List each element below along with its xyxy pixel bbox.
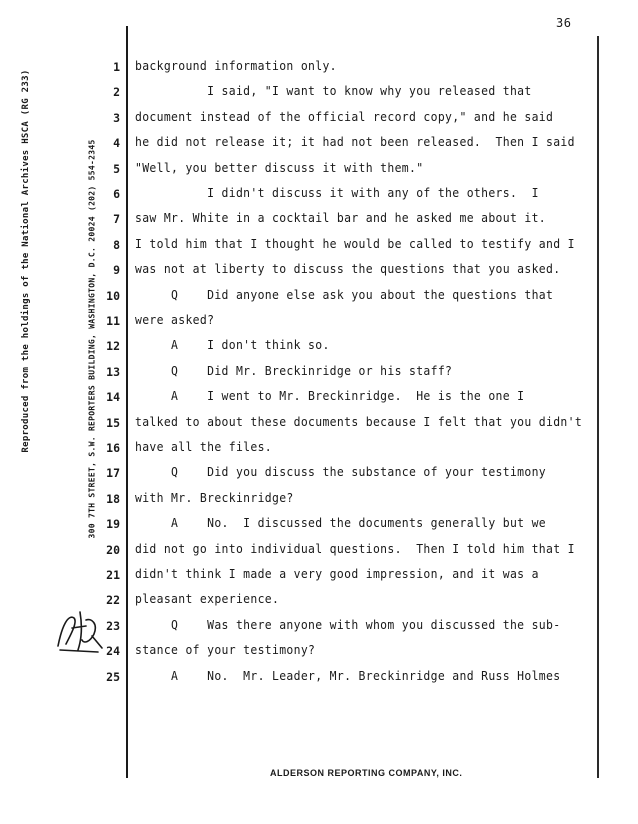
line-number: 10 <box>106 288 120 303</box>
line-number: 5 <box>113 161 120 176</box>
line-text: Q Did Mr. Breckinridge or his staff? <box>135 363 453 378</box>
line-number: 23 <box>106 618 120 633</box>
line-text: with Mr. Breckinridge? <box>135 490 294 505</box>
line-number: 6 <box>113 187 120 201</box>
transcript-line <box>0 310 638 334</box>
transcript-line <box>0 564 638 588</box>
line-number: 4 <box>113 136 120 151</box>
line-number: 19 <box>106 517 120 532</box>
line-text: he did not release it; it had not been released. Then I said <box>135 135 575 150</box>
line-number: 11 <box>106 314 120 328</box>
line-number: 9 <box>113 263 120 278</box>
transcript-line <box>0 640 638 664</box>
transcript-line <box>0 488 638 512</box>
line-number: 17 <box>106 466 120 481</box>
transcript-line <box>0 158 638 182</box>
line-number: 8 <box>113 237 120 252</box>
line-number: 15 <box>106 415 120 430</box>
transcript-line <box>0 335 638 359</box>
line-text: background information only. <box>135 59 337 73</box>
transcript-line <box>0 259 638 283</box>
transcript-line <box>0 462 638 486</box>
line-number: 16 <box>106 441 120 455</box>
transcript-line <box>0 132 638 156</box>
line-number: 3 <box>113 110 120 125</box>
line-text: Q Did anyone else ask you about the questions that <box>135 287 554 302</box>
transcript-line <box>0 107 638 131</box>
line-text: stance of your testimony? <box>135 643 316 658</box>
line-text: document instead of the official record copy," and he said <box>135 109 554 124</box>
line-number: 25 <box>106 669 120 684</box>
archives-provenance-note: Reproduced from the holdings of the National Archives HSCA (RG 233) <box>21 69 31 453</box>
transcript-line <box>0 615 638 639</box>
transcript-line <box>0 386 638 410</box>
line-number: 18 <box>106 491 120 506</box>
line-number: 21 <box>106 568 120 582</box>
reporter-address-note: 300 7TH STREET, S.W. REPORTERS BUILDING, WASHINGTON, D.C. 20024 (202) 554-2345 <box>87 139 97 539</box>
line-number: 1 <box>113 60 120 74</box>
transcript-line <box>0 589 638 613</box>
transcript-line <box>0 539 638 563</box>
line-text: did not go into individual questions. Then I told him that I <box>135 541 575 556</box>
page-number: 36 <box>556 16 572 30</box>
line-text: talked to about these documents because I felt that you didn't <box>135 414 583 429</box>
line-number: 20 <box>106 542 120 557</box>
transcript-line <box>0 81 638 105</box>
transcript-line <box>0 234 638 258</box>
line-text: saw Mr. White in a cocktail bar and he asked me about it. <box>135 211 547 226</box>
line-number: 14 <box>106 390 120 405</box>
line-text: pleasant experience. <box>135 592 280 607</box>
line-number: 13 <box>106 364 120 379</box>
line-number: 22 <box>106 593 120 608</box>
transcript-line <box>0 666 638 690</box>
line-number: 7 <box>113 212 120 227</box>
line-text: didn't think I made a very good impression, and it was a <box>135 567 539 581</box>
line-text: A No. Mr. Leader, Mr. Breckinridge and Russ Holmes <box>135 668 561 683</box>
line-text: I told him that I thought he would be called to testify and I <box>135 236 575 251</box>
line-text: A No. I discussed the documents generally but we <box>135 516 547 531</box>
line-text: A I went to Mr. Breckinridge. He is the one I <box>135 389 525 404</box>
transcript-line <box>0 56 638 80</box>
line-text: Q Did you discuss the substance of your testimony <box>135 465 547 480</box>
line-text: I said, "I want to know why you released that <box>135 84 532 99</box>
line-text: have all the files. <box>135 440 273 454</box>
transcript-line <box>0 437 638 461</box>
line-number: 2 <box>113 85 120 100</box>
line-text: "Well, you better discuss it with them." <box>135 160 424 175</box>
line-text: A I don't think so. <box>135 338 330 353</box>
transcript-line <box>0 285 638 309</box>
line-number: 12 <box>106 339 120 354</box>
line-text: were asked? <box>135 313 215 327</box>
line-text: Q Was there anyone with whom you discussed the sub- <box>135 617 561 632</box>
transcript-line <box>0 412 638 436</box>
transcript-line <box>0 513 638 537</box>
line-number: 24 <box>106 644 120 659</box>
transcript-line <box>0 183 638 207</box>
transcript-line <box>0 208 638 232</box>
line-text: I didn't discuss it with any of the others. I <box>135 186 539 200</box>
reporting-company-footer: ALDERSON REPORTING COMPANY, INC. <box>270 768 463 778</box>
line-text: was not at liberty to discuss the questions that you asked. <box>135 262 561 277</box>
transcript-line <box>0 361 638 385</box>
